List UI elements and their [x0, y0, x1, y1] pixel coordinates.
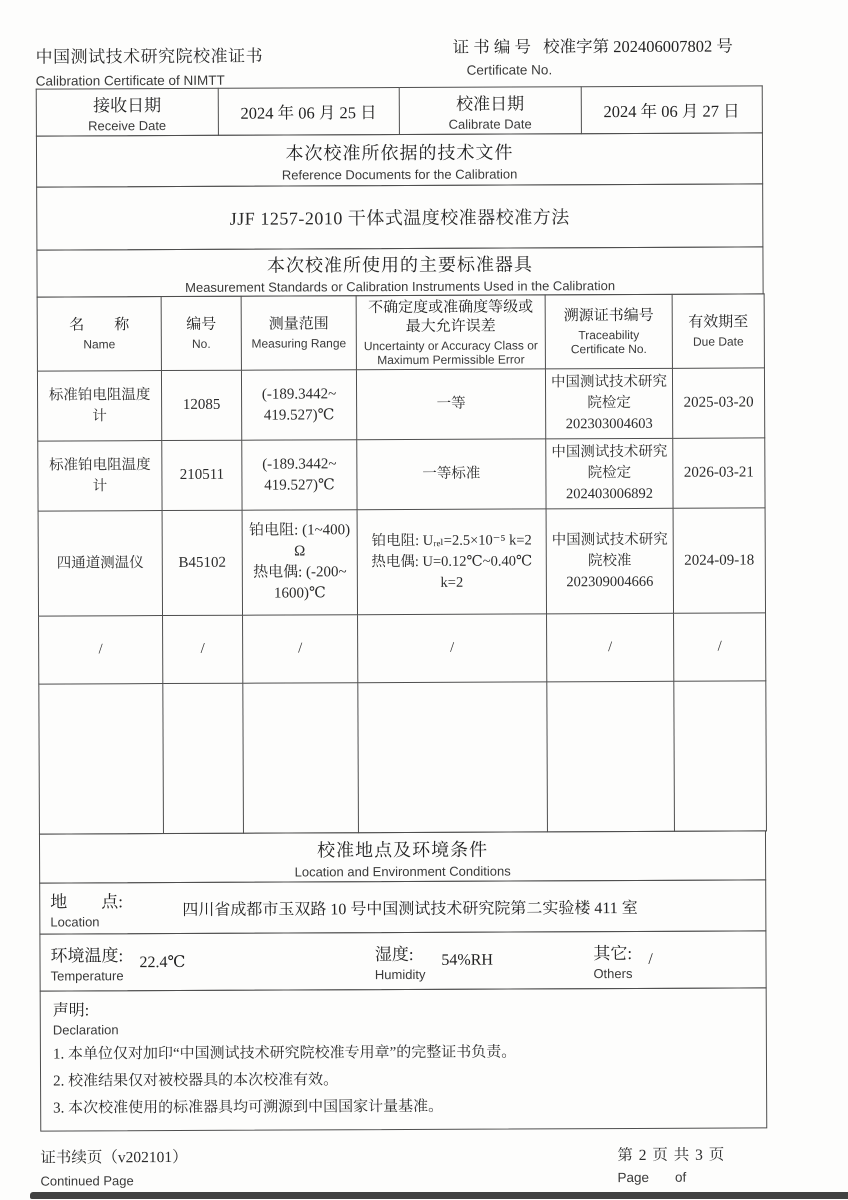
column-header-due-date: 有效期至 Due Date — [672, 294, 764, 368]
column-header-name: 名 称 Name — [37, 297, 161, 372]
document-sheet — [35, 32, 767, 1188]
temperature-group — [50, 940, 374, 983]
cell-uncertainty: 一等 — [356, 369, 545, 440]
table-row — [39, 613, 766, 684]
declaration-title-cn: 声明: — [52, 1002, 90, 1020]
certificate-number-line — [452, 32, 762, 57]
location-label-en: Location — [50, 914, 100, 930]
temperature-label — [50, 941, 123, 983]
cell-no: 12085 — [161, 370, 241, 440]
reference-doc-box — [36, 183, 763, 250]
others-group — [593, 938, 755, 981]
table-row — [38, 508, 765, 616]
humidity-group — [375, 939, 594, 982]
cell-no: 210511 — [162, 440, 242, 510]
page-number-cn: 第 2 页 共 3 页 — [617, 1146, 726, 1165]
others-label — [593, 939, 632, 981]
document-footer — [40, 1142, 767, 1188]
cell-due-date: / — [674, 613, 766, 681]
standards-title-en: Measurement Standards or Calibration Instruments Used in the Calibration — [185, 277, 616, 295]
receive-date-label-cell — [36, 88, 218, 136]
declaration-item: 3. 本次校准使用的标准器具均可溯源到中国国家计量基准。 — [53, 1098, 444, 1117]
humidity-label — [375, 940, 426, 982]
declaration-box — [40, 987, 768, 1131]
cell-range: / — [243, 615, 358, 684]
receive-date-label-en: Receive Date — [88, 118, 167, 134]
continued-page-label-cn: 证书续页（v202101） — [40, 1148, 188, 1167]
cell-no: / — [163, 615, 243, 683]
page-title-en: Calibration Certificate of NIMTT — [35, 72, 225, 89]
location-value: 四川省成都市玉双路 10 号中国测试技术研究院第二实验楼 411 室 — [182, 899, 638, 919]
reference-doc-content: JJF 1257-2010 干体式温度校准器校准方法 — [229, 207, 570, 229]
certificate-no-label-cn: 证 书 编 号 — [452, 37, 531, 57]
page-title-cn: 中国测试技术研究院校准证书 — [35, 46, 264, 67]
cell-range: 铂电阻: (1~400) Ω 热电偶: (-200~ 1600)℃ — [242, 510, 357, 616]
calibrate-date-label-cell — [399, 87, 581, 135]
of-label: of — [674, 1169, 687, 1185]
receive-date-label-cn: 接收日期 — [93, 96, 162, 116]
others-value: / — [648, 950, 653, 968]
dates-table — [36, 85, 763, 136]
humidity-value: 54%RH — [441, 951, 494, 969]
temperature-label-cn: 环境温度: — [50, 946, 124, 966]
cell-name: 标准铂电阻温度计 — [38, 441, 162, 512]
certificate-no-value: 校准字第 202406007802 号 — [543, 36, 733, 57]
environment-title-cn: 校准地点及环境条件 — [317, 839, 489, 860]
calibrate-date-value: 2024 年 06 月 27 日 — [581, 86, 763, 134]
column-header-traceability: 溯源证书编号 Traceability Certificate No. — [545, 294, 672, 369]
humidity-label-cn: 湿度: — [374, 944, 414, 965]
reference-docs-title-cn: 本次校准所依据的技术文件 — [285, 142, 514, 164]
standards-header-row — [37, 294, 764, 371]
section-title-reference-docs — [36, 132, 763, 187]
header-left — [35, 35, 263, 89]
cell-range: (-189.3442~ 419.527)℃ — [242, 440, 357, 511]
document-header — [35, 32, 762, 89]
declaration-item: 2. 校准结果仅对被校器具的本次校准有效。 — [53, 1072, 339, 1090]
continued-page-label-en: Continued Page — [40, 1173, 134, 1189]
cell-range: (-189.3442~ 419.527)℃ — [241, 370, 356, 441]
page-label: Page — [617, 1169, 650, 1186]
location-row — [39, 879, 766, 934]
column-header-uncertainty: 不确定度或准确度等级或 最大允许误差 Uncertainty or Accuracy Class or Maximum Permissible Error — [356, 295, 545, 370]
cell-traceability: 中国测试技术研究 院检定 202303004603 — [545, 368, 672, 439]
cell-traceability: 中国测试技术研究 院检定 202403006892 — [546, 438, 673, 509]
column-header-no: 编号 No. — [161, 296, 241, 370]
cell-traceability: 中国测试技术研究 院校准 202309004666 — [546, 508, 673, 614]
cell-due-date: 2024-09-18 — [673, 508, 765, 613]
table-row — [38, 438, 765, 511]
declaration-item: 1. 本单位仅对加印“中国测试技术研究院校准专用章”的完整证书负责。 — [52, 1044, 517, 1063]
reference-docs-title-en: Reference Documents for the Calibration — [281, 165, 518, 183]
cell-uncertainty: 铂电阻: Uᵣₑₗ=2.5×10⁻⁵ k=2 热电偶: U=0.12℃~0.40℃ k=2 — [357, 509, 546, 615]
cell-traceability: / — [547, 613, 674, 682]
column-header-range: 测量范围 Measuring Range — [241, 296, 356, 371]
page-number-en — [617, 1169, 767, 1185]
cell-name: 标准铂电阻温度计 — [37, 371, 161, 442]
table-row-empty — [39, 681, 767, 834]
dates-row — [36, 86, 762, 136]
temperature-value: 22.4℃ — [139, 953, 186, 972]
standards-title-cn: 本次校准所使用的主要标准器具 — [266, 253, 534, 276]
environment-title-en: Location and Environment Conditions — [294, 863, 511, 879]
cell-uncertainty: 一等标准 — [357, 439, 546, 510]
others-label-en: Others — [593, 965, 633, 982]
humidity-label-en: Humidity — [374, 966, 426, 983]
certificate-number-block — [452, 32, 762, 77]
cell-due-date: 2025-03-20 — [672, 368, 764, 438]
environment-conditions-row — [39, 930, 766, 991]
cell-name: / — [39, 616, 163, 685]
cell-name: 四通道测温仪 — [38, 511, 162, 617]
cell-uncertainty: / — [358, 614, 547, 683]
location-label — [50, 887, 168, 930]
section-title-environment — [39, 830, 766, 883]
others-label-cn: 其它: — [593, 943, 633, 964]
footer-left — [40, 1145, 187, 1189]
calibrate-date-label-cn: 校准日期 — [456, 94, 525, 114]
footer-pagination — [617, 1142, 767, 1186]
receive-date-value: 2024 年 06 月 25 日 — [218, 88, 400, 136]
certificate-no-label-en: Certificate No. — [466, 62, 553, 78]
cell-due-date: 2026-03-21 — [673, 438, 765, 508]
calibrate-date-label-en: Calibrate Date — [448, 116, 532, 132]
cell-no: B45102 — [162, 510, 242, 615]
location-label-cn: 地 点: — [50, 892, 124, 912]
scan-edge-artifact — [30, 1192, 848, 1199]
standards-table — [37, 293, 767, 834]
declaration-title-en: Declaration — [52, 1022, 119, 1038]
temperature-label-en: Temperature — [50, 968, 124, 984]
table-row — [37, 368, 764, 441]
section-title-standards — [36, 246, 763, 297]
